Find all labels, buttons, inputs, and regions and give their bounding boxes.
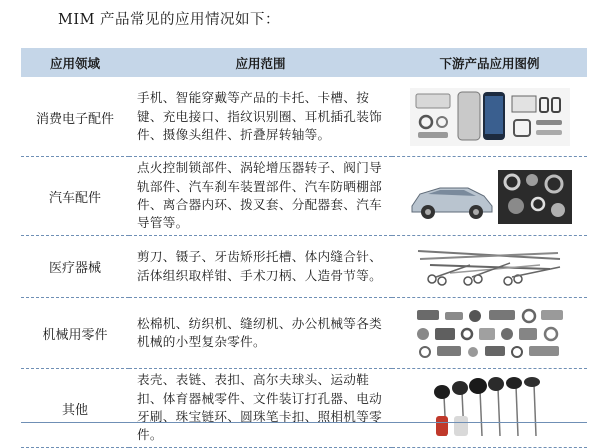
mim-application-table <box>21 48 587 448</box>
row-field: 医疗器械 <box>21 236 129 298</box>
row-scope: 松棉机、纺织机、缝纫机、办公机械等各类机械的小型复杂零件。 <box>129 298 392 369</box>
row-scope: 表壳、表链、表扣、高尔夫球头、运动鞋扣、体育器械零件、文件装订打孔器、电动牙刷、珠宝链环、圆珠笔卡扣、照相机等零件。 <box>129 369 392 448</box>
header-scope: 应用范围 <box>129 48 392 78</box>
medical-instruments-photo <box>392 236 587 298</box>
table-row <box>21 298 587 369</box>
machinery-parts-photo <box>392 298 587 369</box>
consumer-electronics-parts-photo <box>392 78 587 157</box>
row-field: 其他 <box>21 369 129 448</box>
row-scope: 手机、智能穿戴等产品的卡托、卡槽、按键、充电接口、指纹识别圈、耳机插孔装饰件、摄像头组件、折叠屏转轴等。 <box>129 78 392 157</box>
header-image: 下游产品应用图例 <box>392 48 587 78</box>
table-row <box>21 157 587 236</box>
automotive-parts-photo <box>392 157 587 236</box>
row-field: 机械用零件 <box>21 298 129 369</box>
row-field: 消费电子配件 <box>21 78 129 157</box>
table-header-row <box>21 48 587 78</box>
row-scope: 剪刀、镊子、牙齿矫形托槽、体内缝合针、活体组织取样钳、手术刀柄、人造骨节等。 <box>129 236 392 298</box>
table-row <box>21 78 587 157</box>
header-field: 应用领域 <box>21 48 129 78</box>
table-bottom-rule <box>21 422 587 423</box>
table-row <box>21 369 587 448</box>
intro-text: MIM 产品常见的应用情况如下： <box>58 12 281 28</box>
row-scope: 点火控制锁部件、涡轮增压器转子、阀门导轨部件、汽车刹车装置部件、汽车防晒棚部件、离合器内环、拨叉套、分配器套、汽车导管等。 <box>129 157 392 236</box>
golf-clubs-photo <box>392 369 587 448</box>
table-row <box>21 236 587 298</box>
row-field: 汽车配件 <box>21 157 129 236</box>
